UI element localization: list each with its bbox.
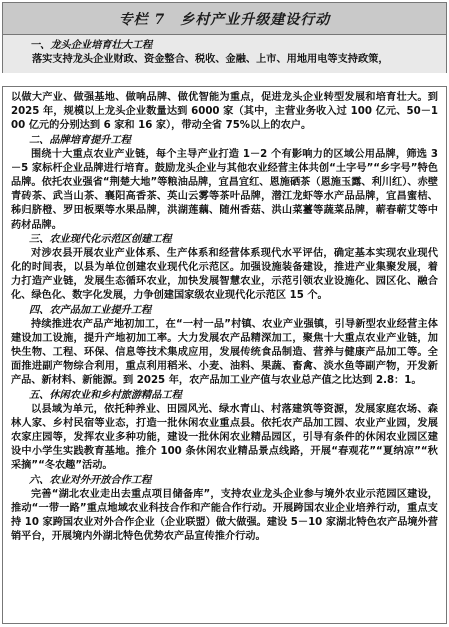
section-1-top — [2, 35, 447, 73]
article-body — [2, 86, 447, 624]
section-4-heading: 四、农产品加工业提升工程 — [29, 304, 152, 316]
column-title: 专栏 7 乡村产业升级建设行动 — [118, 11, 331, 28]
section-3-heading: 三、农业现代化示范区创建工程 — [29, 233, 172, 245]
section-6-heading: 六、农业对外开放合作工程 — [29, 474, 152, 486]
section-5-heading: 五、休闲农业和乡村旅游精品工程 — [29, 389, 182, 401]
section-5-text: 以县域为单元，依托种养业、田园风光、绿水青山、村落建筑等资源，发展家庭农场、森林人家、乡村民宿等业态，打造一批休闲农业重点县。依托农产品加工园、农业产业园，发展农家庄园等，发挥农业多种功能，建设一批休闲农业精品园区，引导有条件的休闲农业园区建设中小学生实践教育基地。推介 100 条休闲农业精品景点线路，开展“春观花”“夏纳凉”“秋采摘”“冬农趣”活动。 — [11, 403, 438, 472]
section-1-intro: 落实支持龙头企业财政、资金整合、税收、金融、上市、用地用电等支持政策， — [32, 54, 389, 65]
section-3-text: 对涉农县开展农业产业体系、生产体系和经营体系现代水平评估，确定基本实现农业现代化的时间表，以县为单位创建农业现代化示范区。加强设施装备建设，推进产业集聚发展，着力打造产业链，发展生态循环农业，加快发展智慧农业，示范引领农业设施化、园区化、融合化、绿色化、数字化发展，力争创建国家级农业现代化示范区 15 个。 — [11, 247, 438, 302]
section-2-text: 围绕十大重点农业产业链，每个主导产业打造 1－2 个有影响力的区域公用品牌，筛选 3－5 家标杆企业品牌进行培育。鼓励龙头企业与其他农业经营主体共创“土字号”“乡字号”特色品牌。依托农业强省“荆楚大地”等粮油品牌，宜昌宜红、恩施硒茶（恩施玉露、利川红）、赤壁青砖茶、武当山茶、襄阳高香茶、英山云雾等茶叶品牌，潜江龙虾等水产品品牌，宜昌蜜桔、秭归脐橙、罗田板栗等水果品牌，洪湖莲藕、随州香菇、洪山菜薹等蔬菜品牌，蕲春蕲艾等中药材品牌。 — [11, 148, 438, 231]
section-6-text: 完善“湖北农业走出去重点项目储备库”，支持农业龙头企业参与境外农业示范园区建设，推动“一带一路”重点地域农业科技合作和产能合作行动。开展跨国农业企业培养行动，重点支持 10 家跨国农业对外合作企业（企业联盟）做大做强。建设 5－10 家湖北特色农产品境外营销平台，开展境内外湖北特色优势农产品宣传推介行动。 — [11, 488, 438, 543]
section-2-heading: 二、品牌培育提升工程 — [29, 134, 131, 146]
section-1-heading: 一、龙头企业培育壮大工程 — [30, 40, 153, 51]
section-1-text: 以做大产业、做强基地、做响品牌、做优智能为重点，促进龙头企业转型发展和培育壮大。到 2025 年，规模以上龙头企业数量达到 6000 家（其中，主营业务收入过 100 亿元、50－100 亿元的分别达到 6 家和 16 家），带动全省 75%以上的农户。 — [11, 92, 438, 132]
column-header — [2, 2, 447, 35]
section-4-text: 持续推进农产品产地初加工，在“一村一品”村镇、农业产业强镇，引导新型农业经营主体建设加工设施，提升产地初加工率。大力发展农产品精深加工，聚焦十大重点农业产业链，加快生物、工程、环保、信息等技术集成应用，发展传统食品制造、营养与健康产品加工等。全面推进副产物综合利用，重点利用稻米、小麦、油料、果蔬、畜禽、淡水鱼等副产物，开发新产品、新材料、新能源。到 2025 年，农产品加工业产值与农业总产值之比达到 2.8：1。 — [11, 318, 438, 387]
